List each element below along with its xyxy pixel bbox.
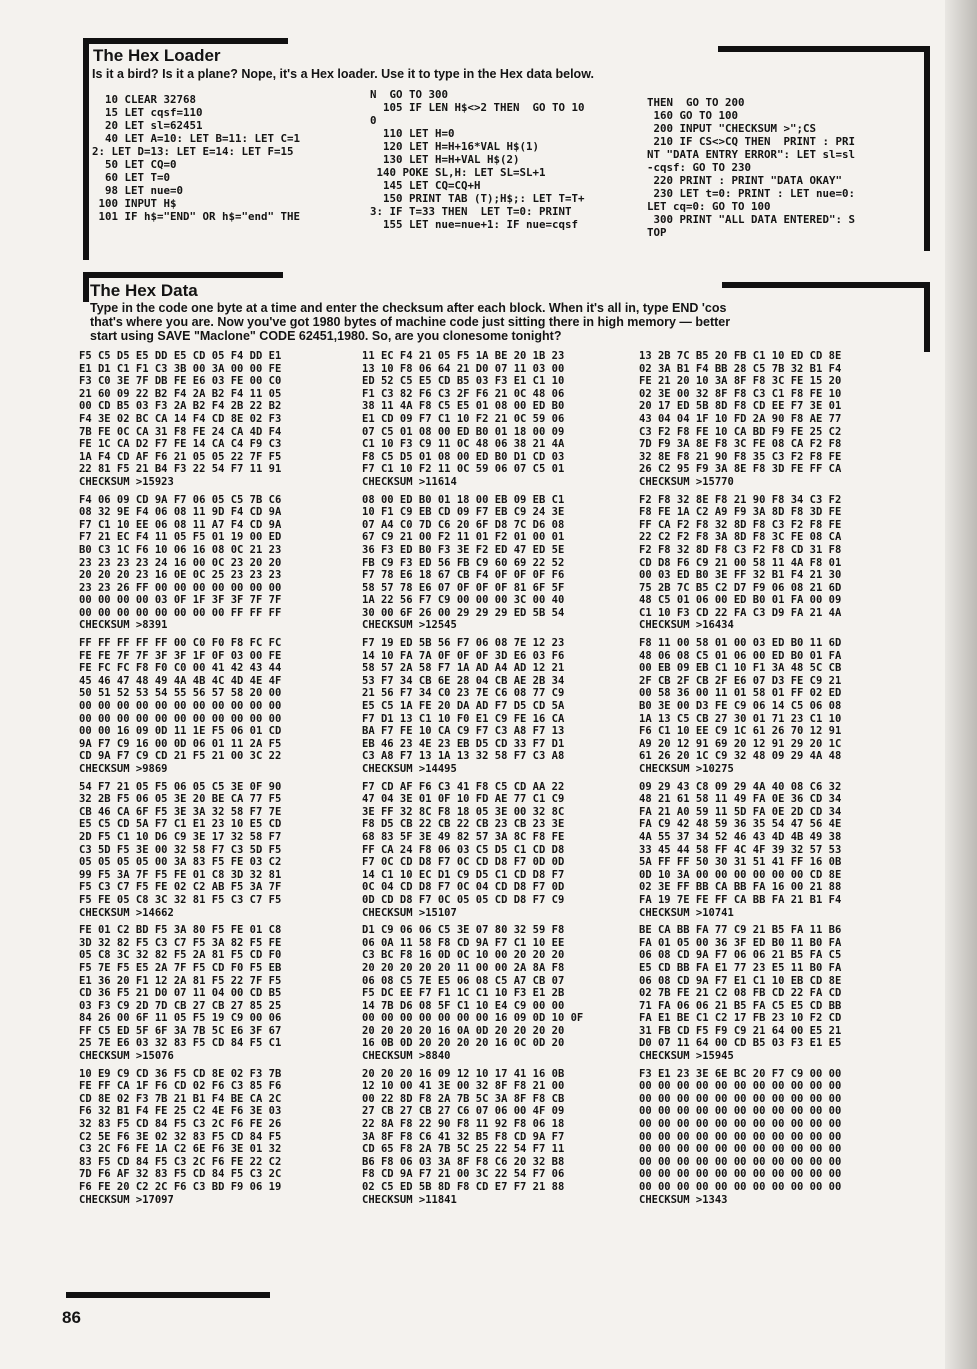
hex-line: E1 CD 09 F7 C1 10 F2 21 0C 59 06 [362,412,565,425]
hex-line: C1 10 F3 CD 22 FA C3 D9 FA 21 4A [639,606,842,619]
hex-line: F7 19 ED 5B 56 F7 06 08 7E 12 23 [362,637,565,650]
hex-line: 25 7E E6 03 32 83 F5 CD 84 F5 C1 [79,1037,282,1050]
hex-line: 00 03 ED B0 3E FF 32 B1 F4 21 30 [639,569,842,582]
code-line: 15 LET cqsf=110 [92,106,203,119]
hex-line: BA F7 FE 10 CA C9 F7 C3 A8 F7 13 [362,725,565,738]
hex-line: FE FF CA 1F F6 CD 02 F6 C3 85 F6 [79,1080,282,1093]
hex-line: 00 22 8D F8 2A 7B 5C 3A 8F F8 CB [362,1092,565,1105]
hex-line: 22 81 F5 21 B4 F3 22 54 F7 11 91 [79,463,282,476]
loader-right-top-rule [718,46,930,52]
code-line: 120 LET H=H+16*VAL H$(1) [370,140,540,153]
code-line: 155 LET nue=nue+1: IF nue=cqsf [370,218,579,231]
hex-line: 71 FA 06 06 21 B5 FA C5 E5 CD BB [639,999,842,1012]
checksum-line: CHECKSUM >1343 [639,1193,728,1206]
hex-line: F7 21 EC F4 11 05 F5 01 19 00 ED [79,531,282,544]
loader-listing-col1 [92,88,300,223]
checksum-line: CHECKSUM >14495 [362,763,457,775]
hex-line: F5 FE 05 C8 3C 32 81 F5 C3 C7 F5 [79,893,282,906]
code-line: 130 LET H=H+VAL H$(2) [370,153,520,166]
hex-line: FA 21 A0 59 11 5D FA 0E 2D CD 34 [639,805,842,818]
hex-line: B6 F8 06 03 3A 8F F8 C6 20 32 B8 [362,1155,565,1168]
hex-line: FF FF FF FF FF 00 C0 F0 F8 FC FC [79,637,282,650]
hex-line: 84 26 00 6F 11 05 F5 19 C9 00 06 [79,1012,282,1025]
loader-listing-col2 [370,88,585,231]
hex-line: 06 08 CD 9A F7 06 06 21 B5 FA C5 [639,949,842,962]
hex-line: F8 D5 CB 22 CB 22 CB 23 CB 23 3E [362,818,565,831]
hex-line: 00 00 16 09 0D 11 1E F5 06 01 CD [79,725,282,738]
hex-line: 50 51 52 53 54 55 56 57 58 20 00 [79,687,282,700]
checksum-line: CHECKSUM >9869 [79,763,168,775]
code-line: 10 CLEAR 32768 [92,93,197,106]
hex-line: 14 10 FA 7A 0F 0F 0F 3D E6 03 F6 [362,649,565,662]
hex-column-3 [639,350,841,1206]
hex-line: F2 F8 32 8E F8 21 90 F8 34 C3 F2 [639,493,842,506]
hex-line: 00 00 00 00 00 00 00 00 00 00 00 [639,1080,842,1093]
hex-line: FA C9 42 48 59 36 35 54 47 56 4E [639,818,842,831]
hex-line: 3D 32 82 F5 C3 C7 F5 3A 82 F5 FE [79,936,282,949]
code-line: 3: IF T=33 THEN LET T=0: PRINT [370,205,572,218]
hex-line: F8 C5 D5 01 08 00 ED B0 D1 CD 03 [362,450,565,463]
hex-line: F6 FE 20 C2 2C F6 C3 BD F9 06 19 [79,1181,282,1193]
hex-line: 00 58 36 00 11 01 58 01 FF 02 ED [639,687,842,700]
hex-line: 21 60 09 22 B2 F4 2A B2 F4 11 05 [79,387,282,400]
loader-left-rule [83,38,89,260]
hex-line: 7D F9 3A 8E F8 3C FE 08 CA F2 F8 [639,438,842,451]
hex-line: 00 00 00 00 03 0F 1F 3F 3F 7F 7F [79,594,282,607]
hex-line: F7 CD AF F6 C3 41 F8 C5 CD AA 22 [362,780,565,793]
hex-line: 27 CB 27 CB 27 C6 07 06 00 4F 09 [362,1105,565,1118]
hex-line: F7 78 E6 18 67 CB F4 0F 0F 0F F6 [362,569,565,582]
hex-line: 58 57 78 E6 07 0F 0F 0F 81 6F 5F [362,581,565,594]
hex-line: 23 23 26 FF 00 00 00 00 00 00 00 [79,581,282,594]
hex-line: 5A FF FF 50 30 31 51 41 FF 16 0B [639,856,842,869]
hex-line: CB 46 CA 6F F5 3E 3A 32 58 F7 7E [79,805,282,818]
hex-line: 99 F5 3A 7F F5 FE 01 C8 3D 32 81 [79,868,282,881]
hex-line: 13 2B 7C B5 20 FB C1 10 ED CD 8E [639,350,842,362]
hex-line: 00 CD B5 03 F3 2A B2 F4 2B 22 B2 [79,400,282,413]
hex-line: FF CA 24 F8 06 03 C5 D5 C1 CD D8 [362,843,565,856]
hex-line: 00 00 00 00 00 00 00 00 00 00 00 [79,712,282,725]
checksum-line: CHECKSUM >15945 [639,1050,734,1063]
hex-line: 00 00 00 00 00 00 00 00 00 00 00 [639,1105,842,1118]
checksum-line: CHECKSUM >8391 [79,619,168,632]
hex-line: 20 20 20 20 16 0A 0D 20 20 20 20 [362,1024,565,1037]
hex-line: 21 56 F7 34 C0 23 7E C6 08 77 C9 [362,687,565,700]
hex-line: C3 A8 F7 13 1A 13 32 58 F7 C3 A8 [362,750,565,763]
checksum-line: CHECKSUM >16434 [639,619,734,632]
hex-line: F7 C1 10 EE 06 08 11 A7 F4 CD 9A [79,518,282,531]
hex-line: 45 46 47 48 49 4A 4B 4C 4D 4E 4F [79,674,282,687]
hex-line: EB 46 23 4E 23 EB D5 CD 33 F7 D1 [362,737,565,750]
hex-line: 22 C2 F2 F8 3A 8D F8 3C FE 08 CA [639,531,842,544]
hex-line: 0D 10 3A 00 00 00 00 00 00 CD 8E [639,868,842,881]
hex-line: 31 FB CD F5 F9 C9 21 64 00 E5 21 [639,1024,842,1037]
hex-line: 06 08 C5 7E E5 06 08 C5 A7 CB 07 [362,974,565,987]
loader-right-rule [924,46,930,251]
hexdata-title: The Hex Data [90,281,198,300]
hex-line: 53 F7 34 CB 6E 28 04 CB AE 2B 34 [362,674,565,687]
hex-line: 1A 13 C5 CB 27 30 01 71 23 C1 10 [639,712,842,725]
hex-line: 1A 22 56 F7 C9 00 00 00 3C 00 40 [362,594,565,607]
code-line: 220 PRINT : PRINT "DATA OKAY" [647,174,843,187]
hex-line: D1 C9 06 06 C5 3E 07 80 32 59 F8 [362,924,565,937]
hex-line: CD 9A F7 C9 CD 21 F5 21 00 3C 22 [79,750,282,763]
hex-line: F6 32 B1 F4 FE 25 C2 4E F6 3E 03 [79,1105,282,1118]
hex-line: 32 8E F8 21 90 F8 35 C3 F2 F8 FE [639,450,842,463]
hex-line: 20 20 20 23 16 0E 0C 25 23 23 23 [79,569,282,582]
code-line: 140 POKE SL,H: LET SL=SL+1 [370,166,546,179]
code-line: 200 INPUT "CHECKSUM >";CS [647,122,817,135]
hex-line: 75 2B 7C B5 C2 D7 F9 06 08 21 6D [639,581,842,594]
code-line: -cqsf: GO TO 230 [647,161,752,174]
code-line: 2: LET D=13: LET E=14: LET F=15 [92,145,294,158]
hex-line: 00 00 00 00 00 00 00 00 00 00 00 [639,1181,842,1193]
code-line: LET cq=0: GO TO 100 [647,200,771,213]
hex-line: 00 00 00 00 00 00 00 16 09 0D 10 0F [362,1012,584,1025]
hex-line: F4 06 09 CD 9A F7 06 05 C5 7B C6 [79,493,282,506]
hex-line: 1A F4 CD AF F6 21 05 05 22 7F F5 [79,450,282,463]
hexdata-right-rule [924,282,930,352]
hex-line: 00 00 00 00 00 00 00 00 00 00 00 [639,1143,842,1156]
hex-line: 2F CB 2F CB 2F E6 07 D3 FE C9 21 [639,674,842,687]
hex-line: C2 5E F6 3E 02 32 83 F5 CD 84 F5 [79,1130,282,1143]
hex-line: 02 7B FE 21 C2 08 FB CD 22 FA CD [639,987,842,1000]
hex-line: 00 00 00 00 00 00 00 00 00 00 00 [79,700,282,713]
hex-line: FA E1 BE C1 C2 17 FB 23 10 F2 CD [639,1012,842,1025]
hex-line: 33 45 44 58 FF 4C 4F 39 32 57 53 [639,843,842,856]
hex-line: 08 00 ED B0 01 18 00 EB 09 EB C1 [362,493,565,506]
hex-line: ED 52 C5 E5 CD B5 03 F3 E1 C1 10 [362,375,565,388]
hex-line: F1 C3 82 F6 C3 2F F6 21 0C 48 06 [362,387,565,400]
hex-line: 22 8A F8 22 90 F8 11 92 F8 06 18 [362,1118,565,1131]
hexdata-left-rule [83,272,89,302]
hex-line: F7 C1 10 F2 11 0C 59 06 07 C5 01 [362,463,565,476]
hex-line: FF CA F2 F8 32 8D F8 C3 F2 F8 FE [639,518,842,531]
page-edge-shadow [945,0,977,1369]
hex-line: 20 20 20 20 20 11 00 00 2A 8A F8 [362,961,565,974]
hex-line: 0D CD D8 F7 0C 05 05 CD D8 F7 C9 [362,893,565,906]
hex-line: FF C5 ED 5F 6F 3A 7B 5C E6 3F 67 [79,1024,282,1037]
hex-line: 10 F1 C9 EB CD 09 F7 EB C9 24 3E [362,506,565,519]
hex-line: 54 F7 21 05 F5 06 05 C5 3E 0F 90 [79,780,282,793]
hex-line: F7 0C CD D8 F7 0C CD D8 F7 0D 0D [362,856,565,869]
hex-line: 61 26 20 1C C9 32 48 09 29 4A 48 [639,750,842,763]
checksum-line: CHECKSUM >10741 [639,906,734,919]
checksum-line: CHECKSUM >11614 [362,475,457,488]
hex-line: 0C 04 CD D8 F7 0C 04 CD D8 F7 0D [362,881,565,894]
code-line: 150 PRINT TAB (T);H$;: LET T=T+ [370,192,585,205]
hex-column-2 [362,350,583,1206]
checksum-line: CHECKSUM >11841 [362,1193,457,1206]
loader-top-rule [83,38,288,44]
hex-line: E5 C5 1A FE 20 DA AD F7 D5 CD 5A [362,700,565,713]
hex-line: F3 C0 3E 7F DB FE E6 03 FE 00 C0 [79,375,282,388]
hex-line: 58 57 2A 58 F7 1A AD A4 AD 12 21 [362,662,565,675]
code-line: 160 GO TO 100 [647,109,739,122]
hex-line: 9A F7 C9 16 00 0D 06 01 11 2A F5 [79,737,282,750]
code-line: 98 LET nue=0 [92,184,184,197]
hex-line: F5 DC EE F7 F1 1C C1 10 F3 E1 2B [362,987,565,1000]
hex-line: 7D F6 AF 32 83 F5 CD 84 F5 C3 2C [79,1168,282,1181]
hex-line: 00 00 00 00 00 00 00 00 00 00 00 [639,1168,842,1181]
code-line: 60 LET T=0 [92,171,171,184]
hex-line: F6 C1 10 EE C9 1C 61 26 70 12 91 [639,725,842,738]
hex-line: 26 C2 95 F9 3A 8E F8 3D FE FF CA [639,463,842,476]
hexdata-intro-line-2: that's where you are. Now you've got 1980 bytes of machine code just sitting there in high memory — better [90,315,731,329]
hex-line: 07 C5 01 08 00 ED B0 01 18 00 09 [362,425,565,438]
hex-line: FE 21 20 10 3A 8F F8 3C FE 15 20 [639,375,842,388]
checksum-line: CHECKSUM >10275 [639,763,734,775]
hex-line: 00 00 00 00 00 00 00 00 00 00 00 [639,1130,842,1143]
hex-line: 00 00 00 00 00 00 00 00 FF FF FF [79,606,282,619]
checksum-line: CHECKSUM >15923 [79,475,174,488]
hex-line: E5 C5 CD 5A F7 C1 E1 23 10 E5 CD [79,818,282,831]
page-number: 86 [62,1308,81,1327]
hex-line: 07 A4 C0 7D C6 20 6F D8 7C D6 08 [362,518,565,531]
hex-line: 43 04 04 1F 10 FD 2A 90 F8 AE 77 [639,412,842,425]
hexdata-intro-line-3: start using SAVE "Maclone" CODE 62451,1980. So, are you clonesome tonight? [90,329,562,343]
code-line: 210 IF CS<>CQ THEN PRINT : PRI [647,135,856,148]
code-line: THEN GO TO 200 [647,96,745,109]
hex-line: F8 11 00 58 01 00 03 ED B0 11 6D [639,637,842,650]
code-line: N GO TO 300 [370,88,449,101]
hex-line: 03 F3 C9 2D 7D CB 27 CB 27 85 25 [79,999,282,1012]
hex-line: C3 2C F6 FE 1A C2 6E F6 3E 01 32 [79,1143,282,1156]
hex-line: 00 00 00 00 00 00 00 00 00 00 00 [639,1118,842,1131]
hex-line: 3A 8F F8 C6 41 32 B5 F8 CD 9A F7 [362,1130,565,1143]
hex-line: 32 83 F5 CD 84 F5 C3 2C F6 FE 26 [79,1118,282,1131]
hex-line: 32 2B F5 06 05 3E 20 BE CA 77 F5 [79,793,282,806]
hex-line: 2D F5 C1 10 D6 C9 3E 17 32 58 F7 [79,830,282,843]
hexdata-bottom-left-rule [66,1292,270,1298]
hex-line: A9 20 12 91 69 20 12 91 29 20 1C [639,737,842,750]
code-line: 20 LET sl=62451 [92,119,203,132]
hex-line: 23 23 23 23 24 16 00 0C 23 20 20 [79,556,282,569]
hex-line: 08 32 9E F4 06 08 11 9D F4 CD 9A [79,506,282,519]
hex-line: F2 F8 32 8D F8 C3 F2 F8 CD 31 F8 [639,543,842,556]
hex-line: FE 1C CA D2 F7 FE 14 CA C4 F9 C3 [79,438,282,451]
hex-line: F5 7E F5 E5 2A 7F F5 CD F0 F5 EB [79,961,282,974]
checksum-line: CHECKSUM >15770 [639,475,734,488]
hex-line: E1 36 20 F1 12 2A 81 F5 22 7F F5 [79,974,282,987]
hex-column-1 [79,350,281,1206]
hex-line: E1 D1 C1 F1 C3 3B 00 3A 00 00 FE [79,362,282,375]
hex-line: 7B FE 0C CA 31 F8 FE 24 CA 4D F4 [79,425,282,438]
code-line: 50 LET CQ=0 [92,158,177,171]
hex-line: B0 3E 00 D3 FE C9 06 14 C5 06 08 [639,700,842,713]
code-line: TOP [647,226,667,239]
checksum-line: CHECKSUM >15076 [79,1050,174,1063]
hex-line: 48 21 61 58 11 49 FA 0E 36 CD 34 [639,793,842,806]
checksum-line: CHECKSUM >14662 [79,906,174,919]
hex-line: C3 BC F8 16 0D 0C 10 00 20 20 20 [362,949,565,962]
hex-line: 20 20 20 16 09 12 10 17 41 16 0B [362,1067,565,1080]
hex-line: 05 05 05 05 00 3A 83 F5 FE 03 C2 [79,856,282,869]
hex-line: F5 C5 D5 E5 DD E5 CD 05 F4 DD E1 [79,350,282,362]
hex-line: CD D8 F6 C9 21 00 58 11 4A F8 01 [639,556,842,569]
hex-line: CD 8E 02 F3 7B 21 B1 F4 BE CA 2C [79,1092,282,1105]
hex-line: 02 3A B1 F4 BB 28 C5 7B 32 B1 F4 [639,362,842,375]
hex-line: F8 CD 9A F7 21 00 3C 22 54 F7 06 [362,1168,565,1181]
hex-line: 67 C9 21 00 F2 11 01 F2 01 00 01 [362,531,565,544]
code-line: 105 IF LEN H$<>2 THEN GO TO 10 [370,101,585,114]
checksum-line: CHECKSUM >15107 [362,906,457,919]
hex-line: 00 EB 09 EB C1 10 F1 3A 48 5C CB [639,662,842,675]
hex-line: 3E FF 32 8C F8 18 05 3E 00 32 8C [362,805,565,818]
hex-line: 02 C5 ED 5B 8D F8 CD E7 F7 21 88 [362,1181,565,1193]
hex-line: 16 0B 0D 20 20 20 20 16 0C 0D 20 [362,1037,565,1050]
hex-line: F8 FE 1A C2 A9 F9 3A 8D F8 3D FE [639,506,842,519]
hex-line: B0 C3 1C F6 10 06 16 08 0C 21 23 [79,543,282,556]
hex-line: F4 3E 02 BC CA 14 F4 CD 8E 02 F3 [79,412,282,425]
checksum-line: CHECKSUM >12545 [362,619,457,632]
hex-line: F7 D1 13 C1 10 F0 E1 C9 FE 16 CA [362,712,565,725]
checksum-line: CHECKSUM >8840 [362,1050,451,1063]
hex-line: 36 F3 ED B0 F3 3E F2 ED 47 ED 5E [362,543,565,556]
hex-line: 14 7B D6 08 5F C1 10 E4 C9 00 00 [362,999,565,1012]
hex-line: 38 11 4A F8 C5 E5 01 08 00 ED B0 [362,400,565,413]
hex-line: 06 0A 11 58 F8 CD 9A F7 C1 10 EE [362,936,565,949]
hex-line: 06 08 CD 9A F7 E1 C1 10 EB CD 8E [639,974,842,987]
hexdata-intro-line-1: Type in the code one byte at a time and enter the checksum after each block. When it's all in, type END 'cos [90,301,727,315]
hex-line: 02 3E FF BB CA BB FA 16 00 21 88 [639,881,842,894]
hex-line: 09 29 43 C8 09 29 4A 40 08 C6 32 [639,780,842,793]
code-line: 40 LET A=10: LET B=11: LET C=1 [92,132,301,145]
code-line: 100 INPUT H$ [92,197,177,210]
hex-line: 10 E9 C9 CD 36 F5 CD 8E 02 F3 7B [79,1067,282,1080]
hex-line: 11 EC F4 21 05 F5 1A BE 20 1B 23 [362,350,565,362]
hex-line: FA 01 05 00 36 3F ED B0 11 B0 FA [639,936,842,949]
hex-line: 14 C1 10 EC D1 C9 D5 C1 CD D8 F7 [362,868,565,881]
hex-line: 00 00 00 00 00 00 00 00 00 00 00 [639,1092,842,1105]
code-line: 230 LET t=0: PRINT : LET nue=0: [647,187,856,200]
hex-line: 30 00 6F 26 00 29 29 29 ED 5B 54 [362,606,565,619]
hex-line: 83 F5 CD 84 F5 C3 2C F6 FE 22 C2 [79,1155,282,1168]
hex-line: C3 F2 F8 FE 10 CA BD F9 FE 25 C2 [639,425,842,438]
hex-line: E5 CD BB FA E1 77 23 E5 11 B0 FA [639,961,842,974]
code-line: 0 [370,114,377,127]
code-line: 300 PRINT "ALL DATA ENTERED": S [647,213,856,226]
hex-line: FB C9 F3 ED 56 FB C9 60 69 22 52 [362,556,565,569]
loader-listing-col3 [647,96,855,239]
code-line: 110 LET H=0 [370,127,455,140]
code-line: 101 IF h$="END" OR h$="end" THE [92,210,301,223]
hexdata-right-top-rule [722,282,930,288]
hex-line: FE 01 C2 BD F5 3A 80 F5 FE 01 C8 [79,924,282,937]
hex-line: 02 3E 00 32 8F F8 C3 C1 F8 FE 10 [639,387,842,400]
hex-line: BE CA BB FA 77 C9 21 B5 FA 11 B6 [639,924,842,937]
hex-line: 13 10 F8 06 64 21 D0 07 11 03 00 [362,362,565,375]
hex-line: FE FC FC F8 F0 C0 00 41 42 43 44 [79,662,282,675]
hex-line: CD 65 F8 2A 7B 5C 25 22 54 F7 11 [362,1143,565,1156]
loader-title: The Hex Loader [93,46,221,65]
hex-line: 12 10 00 41 3E 00 32 8F F8 21 00 [362,1080,565,1093]
loader-intro: Is it a bird? Is it a plane? Nope, it's a Hex loader. Use it to type in the Hex data below. [92,67,594,81]
hex-line: 05 C8 3C 32 82 F5 2A 81 F5 CD F0 [79,949,282,962]
hex-line: F3 E1 23 3E 6E BC 20 F7 C9 00 00 [639,1067,842,1080]
hex-line: 4A 55 37 34 52 46 43 4D 4B 49 38 [639,830,842,843]
hex-line: 47 04 3E 01 0F 10 FD AE 77 C1 C9 [362,793,565,806]
hex-line: C3 5D F5 3E 00 32 58 F7 C3 5D F5 [79,843,282,856]
hex-line: 68 83 5F 3E 49 82 57 3A 8C F8 FE [362,830,565,843]
code-line: NT "DATA ENTRY ERROR": LET sl=sl [647,148,856,161]
hex-line: 48 06 08 C5 01 06 00 ED B0 01 FA [639,649,842,662]
hex-line: 48 C5 01 06 00 ED B0 01 FA 00 09 [639,594,842,607]
hex-line: C1 10 F3 C9 11 0C 48 06 38 21 4A [362,438,565,451]
hex-line: F5 C3 C7 F5 FE 02 C2 AB F5 3A 7F [79,881,282,894]
hex-line: 00 00 00 00 00 00 00 00 00 00 00 [639,1155,842,1168]
hex-line: D0 07 11 64 00 CD B5 03 F3 E1 E5 [639,1037,842,1050]
hex-line: 20 17 ED 5B 8D F8 CD EE F7 3E 01 [639,400,842,413]
hex-line: CD 36 F5 21 D0 07 11 04 00 CD B5 [79,987,282,1000]
hexdata-top-rule [83,272,283,278]
hex-line: FE FE 7F 7F 3F 3F 1F 0F 03 00 FE [79,649,282,662]
checksum-line: CHECKSUM >17097 [79,1193,174,1206]
hex-line: FA 19 7E FE FF CA BB FA 21 B1 F4 [639,893,842,906]
code-line: 145 LET CQ=CQ+H [370,179,481,192]
